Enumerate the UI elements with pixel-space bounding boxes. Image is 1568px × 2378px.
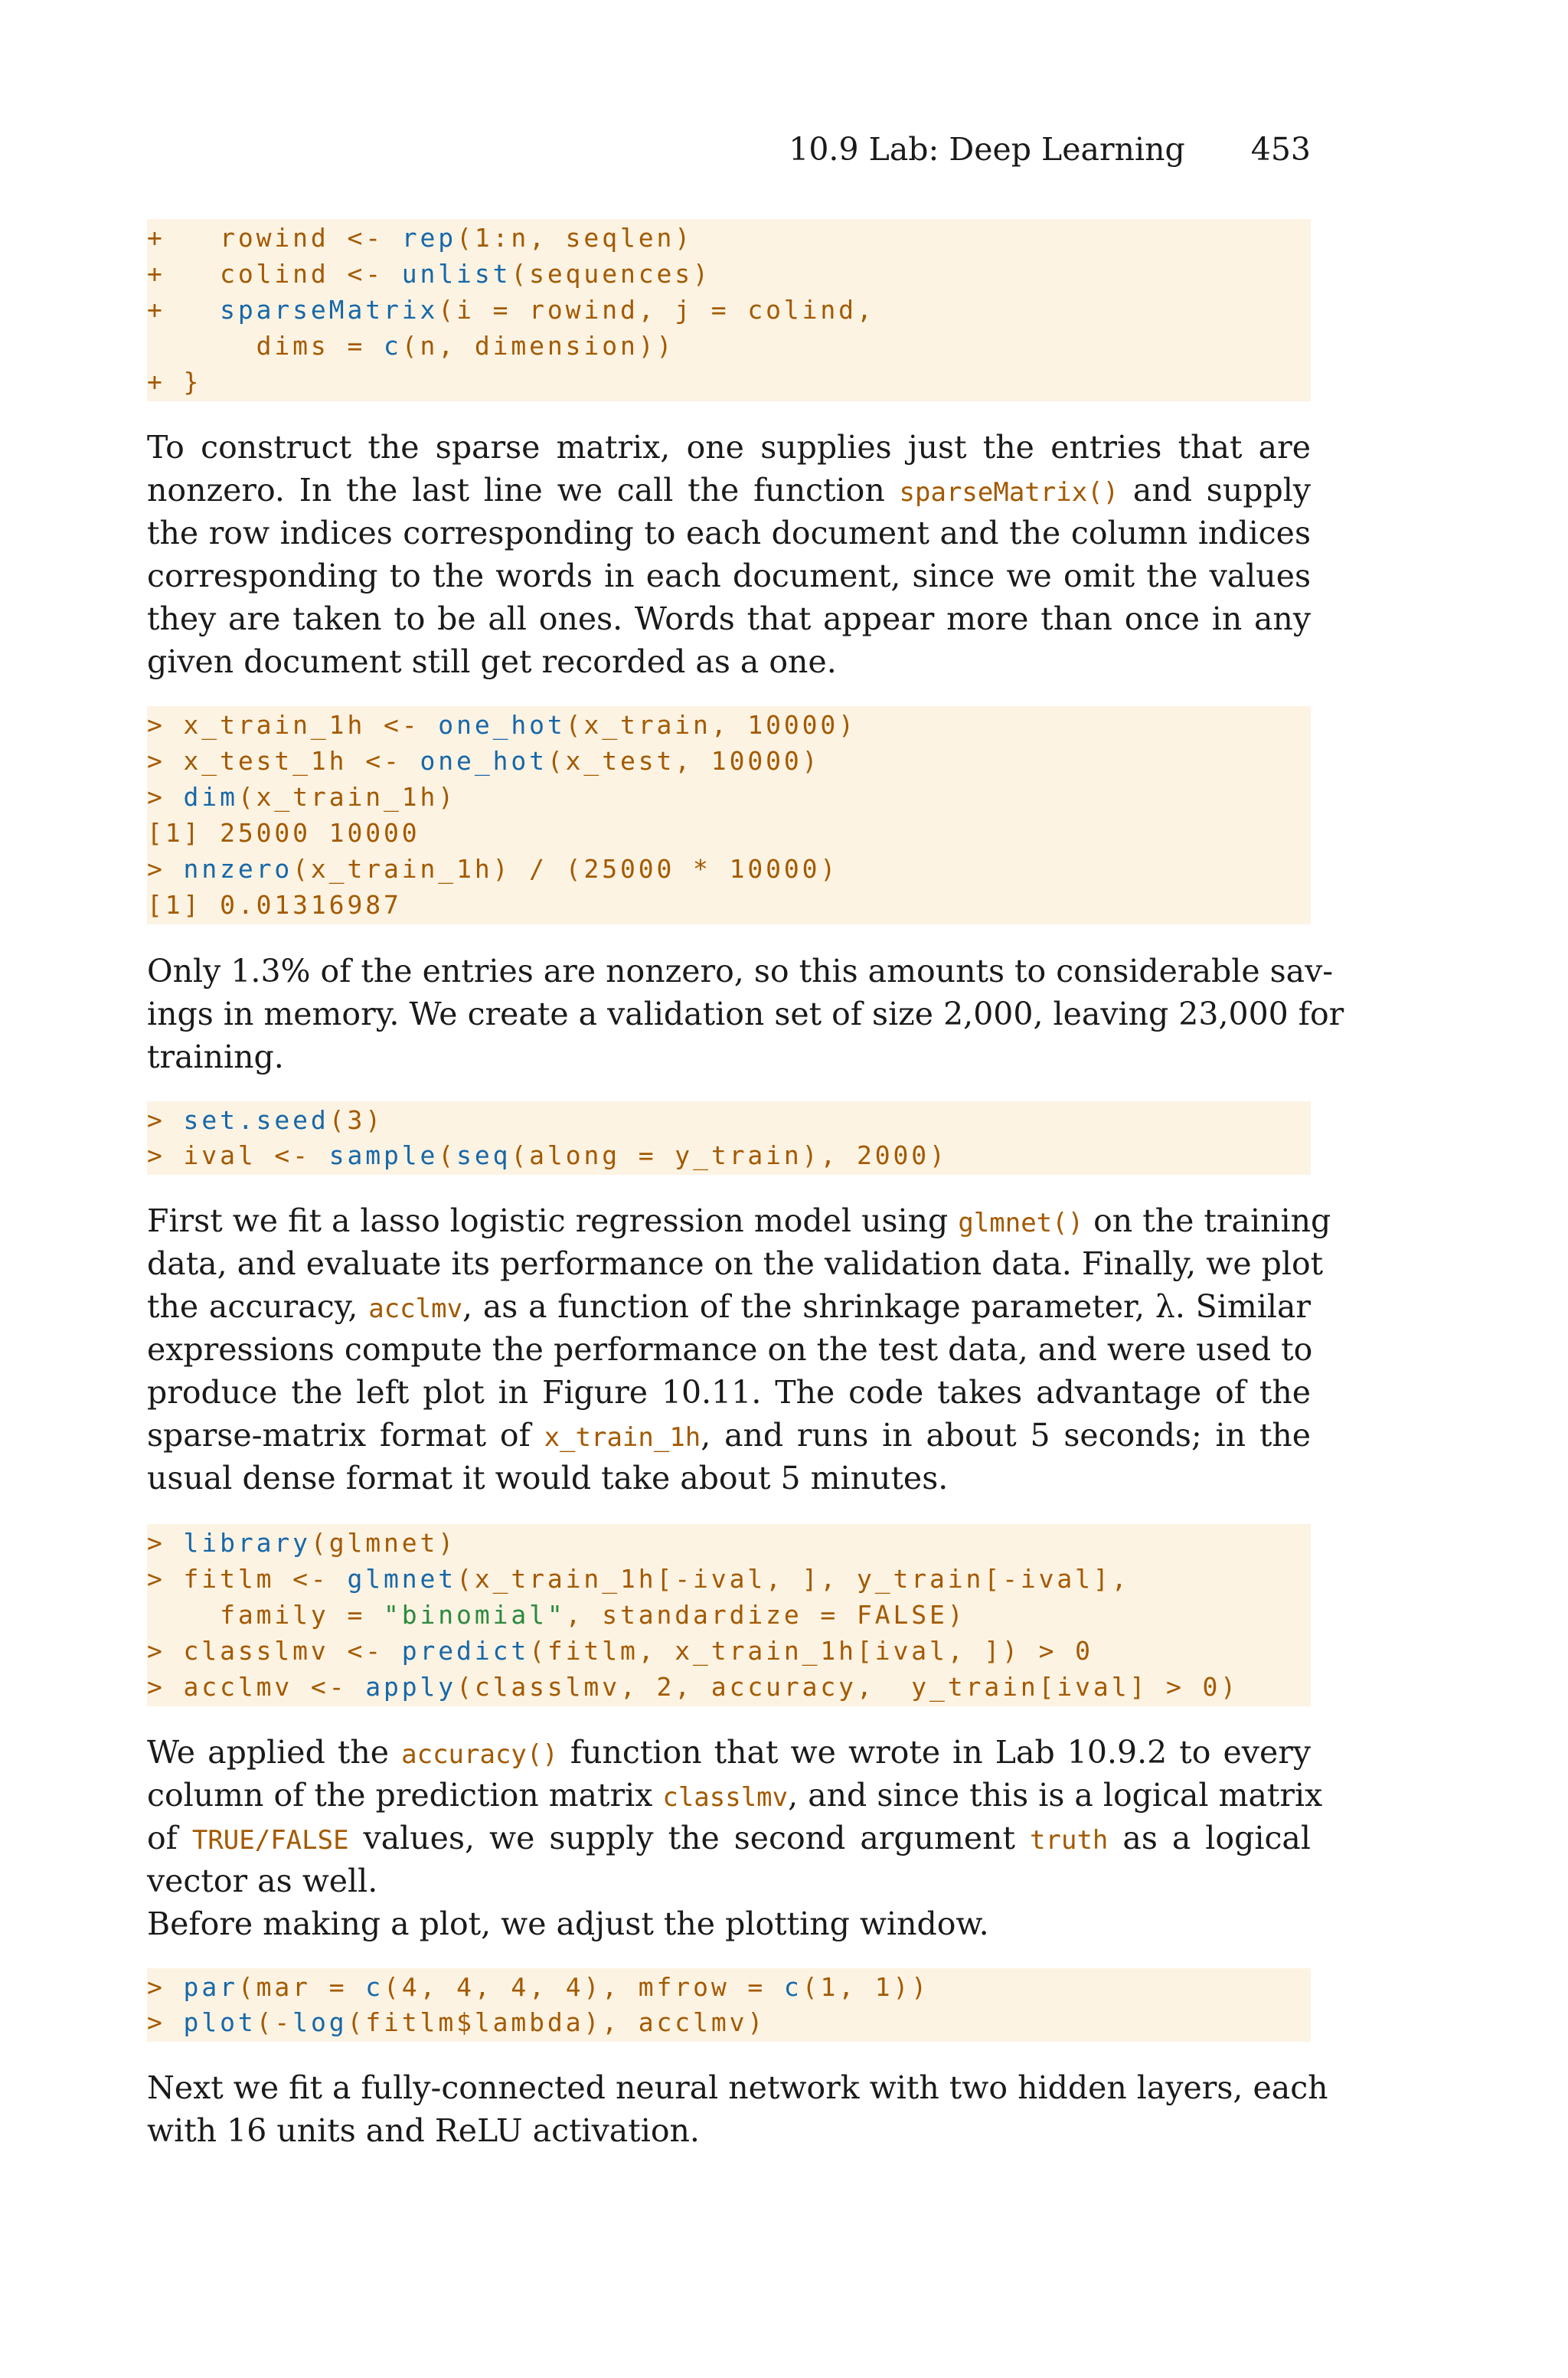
code-line: [147, 888, 402, 923]
code-function: rep: [401, 223, 457, 253]
text-run: Only 1.3% of the entries are nonzero, so this amounts to considerable sav-: [147, 953, 1334, 989]
code-text: (x_train_1h[-ival, ], y_train[-ival],: [456, 1564, 1130, 1594]
text-run: We applied the: [147, 1734, 402, 1771]
text-line: [147, 1285, 1311, 1330]
code-function: one_hot: [420, 746, 547, 776]
code-text: > fitlm <-: [147, 1564, 348, 1594]
text-run: as a logical: [1108, 1820, 1311, 1856]
code-text: (sequences): [511, 259, 711, 289]
code-text: [1] 0.01316987: [147, 890, 402, 920]
text-run: function that we wrote in Lab 10.9.2 to every: [557, 1734, 1311, 1771]
running-title: 10.9 Lab: Deep Learning: [789, 131, 1185, 168]
code-line: [147, 2005, 766, 2040]
text-line: [147, 469, 1311, 514]
code-text: >: [147, 782, 184, 812]
code-line: [147, 1634, 1093, 1669]
code-text: +: [147, 295, 220, 325]
code-block: [147, 706, 1311, 924]
text-run: First we fit a lasso logistic regression model using: [147, 1202, 959, 1239]
code-text: + rowind <-: [147, 223, 402, 253]
code-text: [1] 25000 10000: [147, 818, 420, 848]
code-text: >: [147, 1528, 184, 1558]
code-text: (x_test, 10000): [547, 746, 821, 776]
text-run: given document still get recorded as a one.: [147, 643, 837, 680]
code-text: (fitlm, x_train_1h[ival, ]) > 0: [529, 1636, 1093, 1666]
text-run: Next we fit a fully-connected neural network with two hidden layers, each: [147, 2069, 1328, 2106]
code-text: (x_train, 10000): [565, 710, 857, 740]
text-line: [147, 426, 1311, 469]
code-text: (3): [328, 1105, 384, 1135]
code-line: [147, 221, 693, 256]
code-text: (1, 1)): [802, 1972, 930, 2002]
inline-code: TRUE/FALSE: [191, 1825, 349, 1856]
code-line: [147, 1562, 1129, 1597]
code-text: (glmnet): [310, 1528, 457, 1558]
code-function: log: [292, 2007, 348, 2037]
code-line: [147, 1138, 948, 1173]
text-line: [147, 1242, 1324, 1285]
text-line: [147, 1774, 1323, 1819]
text-run: nonzero. In the last line we call the function: [147, 472, 900, 509]
code-text: (n, dimension)): [401, 331, 675, 361]
code-function: library: [183, 1528, 311, 1558]
text-run: ings in memory. We create a validation set of size 2,000, leaving 23,000 for: [147, 996, 1344, 1032]
inline-code: sparseMatrix(): [899, 477, 1119, 508]
code-function: sample: [328, 1140, 439, 1170]
text-line: [147, 512, 1311, 554]
code-text: (1:n, seqlen): [456, 223, 694, 253]
text-line: [147, 1035, 1311, 1078]
code-text: (classlmv, 2, accuracy, y_train[ival] > 0): [456, 1672, 1240, 1702]
code-text: (mar =: [237, 1972, 366, 2002]
inline-code: classlmv: [662, 1782, 789, 1813]
text-line: [147, 1414, 1311, 1459]
code-function: set.seed: [183, 1105, 329, 1135]
code-text: > acclmv <-: [147, 1672, 366, 1702]
code-function: sparseMatrix: [220, 295, 439, 325]
code-text: dims =: [147, 331, 384, 361]
text-run: sparse-matrix format of: [147, 1417, 544, 1454]
code-line: [147, 1103, 384, 1138]
code-text: >: [147, 1972, 184, 2002]
code-text: (x_train_1h): [237, 782, 457, 812]
code-text: > x_train_1h <-: [147, 710, 439, 740]
code-function: c: [365, 1972, 384, 2002]
code-text: (4, 4, 4, 4), mfrow =: [384, 1972, 784, 2002]
text-line: [147, 1860, 1311, 1902]
code-function: predict: [401, 1636, 530, 1666]
text-run: expressions compute the performance on the test data, and were used to: [147, 1331, 1313, 1368]
code-function: plot: [183, 2007, 256, 2037]
code-function: glmnet: [347, 1564, 457, 1594]
page-number: 453: [1250, 131, 1311, 168]
code-line: [147, 1526, 456, 1561]
inline-code: accuracy(): [401, 1739, 558, 1770]
text-line: [147, 1199, 1331, 1245]
inline-code: acclmv: [368, 1294, 463, 1324]
code-function: par: [183, 1972, 238, 2002]
text-line: [147, 1371, 1311, 1414]
text-run: , and runs in about 5 seconds; in the: [701, 1417, 1311, 1454]
code-block: [147, 1524, 1311, 1706]
text-line: [147, 640, 1311, 683]
code-line: [147, 329, 675, 364]
text-run: , as a function of the shrinkage parameter, λ. Similar: [462, 1288, 1311, 1325]
text-line: [147, 1731, 1311, 1776]
code-function: c: [383, 331, 402, 361]
code-text: , standardize = FALSE): [565, 1600, 966, 1630]
code-line: [147, 1598, 966, 1633]
code-function: seq: [456, 1140, 511, 1170]
inline-code: truth: [1030, 1825, 1109, 1856]
code-line: [147, 1970, 929, 2005]
code-text: (along = y_train), 2000): [511, 1140, 948, 1170]
code-line: [147, 780, 456, 815]
text-line: [147, 597, 1311, 640]
page-header: [147, 126, 1311, 172]
code-function: one_hot: [438, 710, 566, 740]
text-line: [147, 1817, 1311, 1862]
text-run: the accuracy,: [147, 1288, 369, 1325]
code-function: unlist: [401, 259, 511, 289]
code-line: [147, 852, 838, 887]
text-run: with 16 units and ReLU activation.: [147, 2112, 700, 2149]
text-run: To construct the sparse matrix, one supplies just the entries that are: [147, 429, 1311, 466]
text-run: and supply: [1119, 472, 1311, 509]
text-run: on the training: [1083, 1202, 1331, 1239]
code-line: [147, 816, 420, 851]
code-text: (i = rowind, j = colind,: [438, 295, 875, 325]
code-function: dim: [183, 782, 238, 812]
code-line: [147, 708, 857, 743]
code-text: > x_test_1h <-: [147, 746, 420, 776]
text-line: [147, 2066, 1328, 2109]
code-function: nnzero: [183, 854, 293, 884]
text-run: , and since this is a logical matrix: [788, 1777, 1323, 1814]
text-run: column of the prediction matrix: [147, 1777, 663, 1814]
code-line: [147, 293, 875, 328]
code-text: (x_train_1h) / (25000 * 10000): [292, 854, 839, 884]
inline-code: glmnet(): [958, 1208, 1084, 1238]
code-block: [147, 219, 1311, 401]
text-line: [147, 554, 1311, 597]
text-run: the row indices corresponding to each document and the column indices: [147, 515, 1311, 551]
text-run: of: [147, 1820, 192, 1856]
text-run: vector as well.: [147, 1863, 378, 1899]
text-line: [147, 1902, 1311, 1945]
code-text: > classlmv <-: [147, 1636, 402, 1666]
text-run: corresponding to the words in each document, since we omit the values: [147, 558, 1311, 594]
text-run: values, we supply the second argument: [348, 1820, 1031, 1856]
code-function: apply: [365, 1672, 457, 1702]
text-run: they are taken to be all ones. Words that appear more than once in any: [147, 600, 1311, 637]
text-run: Before making a plot, we adjust the plotting window.: [147, 1905, 989, 1942]
code-line: [147, 257, 711, 292]
code-text: + }: [147, 367, 202, 397]
code-text: >: [147, 2007, 184, 2037]
text-run: produce the left plot in Figure 10.11. The code takes advantage of the: [147, 1374, 1311, 1411]
text-run: data, and evaluate its performance on the validation data. Finally, we plot: [147, 1245, 1324, 1282]
code-line: [147, 1670, 1239, 1705]
inline-code: x_train_1h: [544, 1422, 701, 1453]
text-run: training.: [147, 1039, 284, 1075]
code-text: (: [438, 1140, 457, 1170]
code-text: >: [147, 854, 184, 884]
code-text: > ival <-: [147, 1140, 329, 1170]
code-text: (fitlm$lambda), acclmv): [347, 2007, 766, 2037]
code-text: (-: [256, 2007, 293, 2037]
code-text: >: [147, 1105, 184, 1135]
code-function: c: [783, 1972, 802, 2002]
text-line: [147, 950, 1334, 993]
code-string: "binomial": [383, 1600, 566, 1630]
code-block: [147, 1968, 1311, 2042]
code-line: [147, 365, 201, 400]
text-line: [147, 993, 1344, 1035]
text-line: [147, 1457, 1311, 1500]
code-line: [147, 744, 820, 779]
text-line: [147, 1328, 1311, 1371]
text-run: usual dense format it would take about 5 minutes.: [147, 1460, 949, 1496]
code-text: + colind <-: [147, 259, 402, 289]
code-text: family =: [147, 1600, 384, 1630]
code-block: [147, 1101, 1311, 1175]
text-line: [147, 2109, 1311, 2152]
